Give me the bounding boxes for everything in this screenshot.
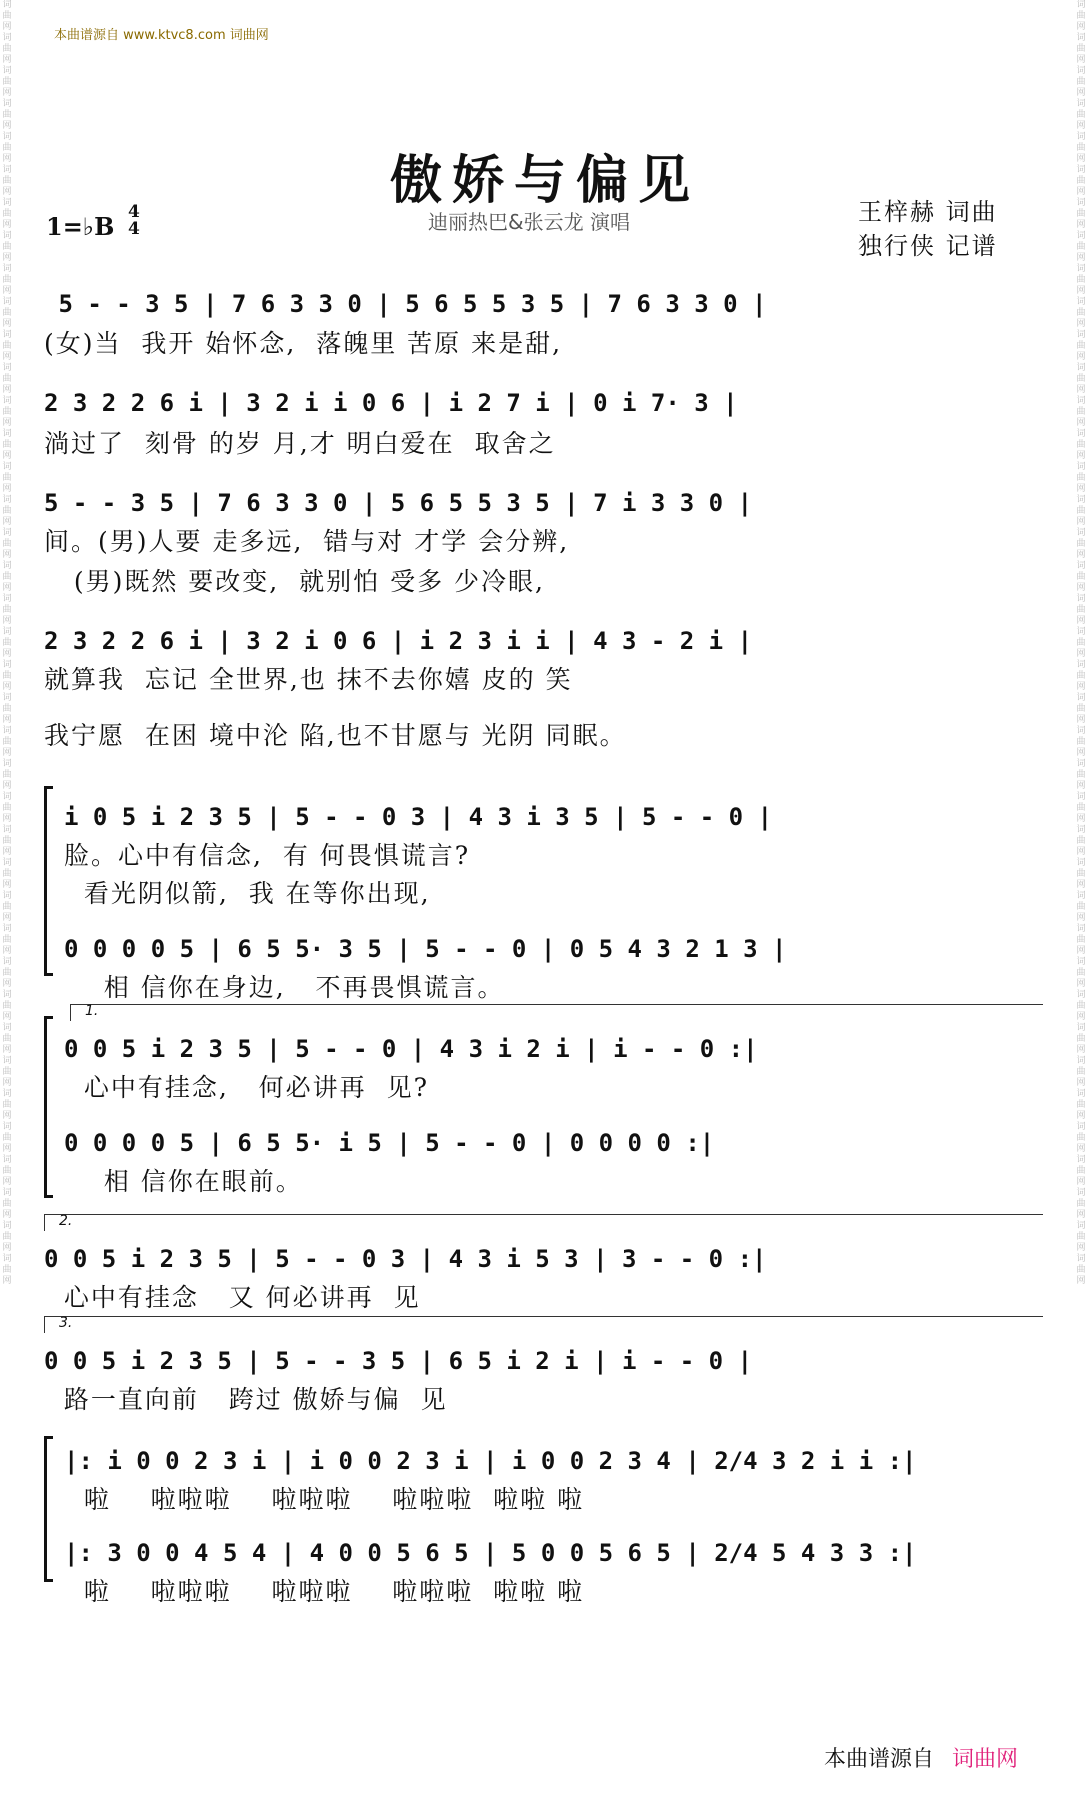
notation-row: 0 0 5 i 2 3 5 | 5 - - 0 3 | 4 3 i 5 3 | 3 - - 0 :| (44, 1245, 767, 1273)
singers: 迪丽热巴&张云龙 演唱 (428, 210, 630, 234)
lyric-line: 相 信你在眼前。 (64, 1167, 303, 1196)
side-watermark-left: 词曲网词曲网词曲网词曲网词曲网词曲网词曲网词曲网词曲网词曲网词曲网词曲网词曲网词曲网词曲网词曲网词曲网词曲网词曲网词曲网词曲网词曲网词曲网词曲网词曲网词曲网词曲网词曲网词曲网词曲网词曲网词曲网词曲网词曲网词曲网词曲网词曲网词曲网词曲网 (2, 0, 12, 1286)
lyric-line: 淌过了 刻骨 的岁 月,才 明白爱在 取舍之 (44, 429, 556, 458)
notation-row: 5 - - 3 5 | 7 6 3 3 0 | 5 6 5 5 3 5 | 7 6 3 3 0 | (44, 290, 767, 318)
lyric-line: (女)当 我开 始怀念, 落魄里 苦原 来是甜, (44, 329, 563, 358)
volta-label: 3. (59, 1315, 73, 1331)
lyric-line: 心中有挂念, 何必讲再 见? (64, 1073, 429, 1102)
notation-row: i 0 5 i 2 3 5 | 5 - - 0 3 | 4 3 i 3 5 | 5 - - 0 | (64, 803, 773, 831)
notation-row: 2 3 2 2 6 i | 3 2 i 0 6 | i 2 3 i i | 4 3 - 2 i | (44, 627, 753, 655)
system-bracket (44, 786, 53, 976)
lyricist-composer: 王梓赫 词曲 (858, 198, 998, 226)
notation-row: 0 0 0 0 5 | 6 5 5· 3 5 | 5 - - 0 | 0 5 4 3 2 1 3 | (64, 935, 787, 963)
lyric-line: 看光阴似箭, 我 在等你出现, (64, 879, 431, 908)
lyric-line: 我宁愿 在困 境中沦 陷,也不甘愿与 光阴 同眠。 (44, 721, 627, 750)
volta-label: 2. (59, 1213, 73, 1229)
lyric-line: 相 信你在身边, 不再畏惧谎言。 (64, 973, 505, 1002)
lyric-line: 啦 啦啦啦 啦啦啦 啦啦啦 啦啦 啦 (64, 1577, 585, 1606)
lyric-line: 啦 啦啦啦 啦啦啦 啦啦啦 啦啦 啦 (64, 1485, 585, 1514)
notation-row: 0 0 5 i 2 3 5 | 5 - - 0 | 4 3 i 2 i | i - - 0 :| (64, 1035, 758, 1063)
lyric-line: 脸。心中有信念, 有 何畏惧谎言? (64, 841, 471, 870)
lyric-line: 就算我 忘记 全世界,也 抹不去你嬉 皮的 笑 (44, 665, 573, 694)
volta-bracket-2 (44, 1214, 1043, 1231)
footer-source (824, 1742, 1018, 1773)
lyric-line: 间。(男)人要 走多远, 错与对 才学 会分辨, (44, 527, 570, 556)
lyric-line: 路一直向前 跨过 傲娇与偏 见 (44, 1385, 448, 1414)
notation-row: 5 - - 3 5 | 7 6 3 3 0 | 5 6 5 5 3 5 | 7 i 3 3 0 | (44, 489, 753, 517)
lyric-line: (男)既然 要改变, 就别怕 受多 少冷眼, (44, 567, 545, 596)
song-title: 傲娇与偏见 (389, 150, 700, 211)
notation-row: |: 3 0 0 4 5 4 | 4 0 0 5 6 5 | 5 0 0 5 6 5 | 2/4 5 4 3 3 :| (64, 1539, 917, 1567)
volta-bracket-3 (44, 1316, 1043, 1333)
meter-bottom: 4 (128, 219, 140, 239)
meter-top: 4 (128, 202, 140, 222)
footer-site-link[interactable]: 词曲网 (952, 1747, 1019, 1772)
transcriber: 独行侠 记谱 (858, 232, 998, 260)
source-line: 本曲谱源自 www.ktvc8.com 词曲网 (54, 28, 269, 43)
volta-label: 1. (85, 1003, 99, 1019)
system-bracket (44, 1016, 53, 1198)
notation-row: 0 0 5 i 2 3 5 | 5 - - 3 5 | 6 5 i 2 i | i - - 0 | (44, 1347, 753, 1375)
notation-row: 0 0 0 0 5 | 6 5 5· i 5 | 5 - - 0 | 0 0 0 0 :| (64, 1129, 715, 1157)
key-signature: 1=♭B (46, 212, 115, 241)
notation-row: |: i 0 0 2 3 i | i 0 0 2 3 i | i 0 0 2 3 4 | 2/4 3 2 i i :| (64, 1447, 917, 1475)
lyric-line: 心中有挂念 又 何必讲再 见 (44, 1283, 421, 1312)
system-bracket (44, 1436, 53, 1582)
notation-row: 2 3 2 2 6 i | 3 2 i i 0 6 | i 2 7 i | 0 i 7· 3 | (44, 389, 738, 417)
time-signature (128, 204, 140, 238)
footer-source-text: 本曲谱源自 (824, 1747, 935, 1772)
side-watermark-right: 词曲网词曲网词曲网词曲网词曲网词曲网词曲网词曲网词曲网词曲网词曲网词曲网词曲网词曲网词曲网词曲网词曲网词曲网词曲网词曲网词曲网词曲网词曲网词曲网词曲网词曲网词曲网词曲网词曲网词曲网词曲网词曲网词曲网词曲网词曲网词曲网词曲网词曲网词曲网 (1076, 0, 1086, 1286)
volta-bracket-1 (70, 1004, 1043, 1021)
